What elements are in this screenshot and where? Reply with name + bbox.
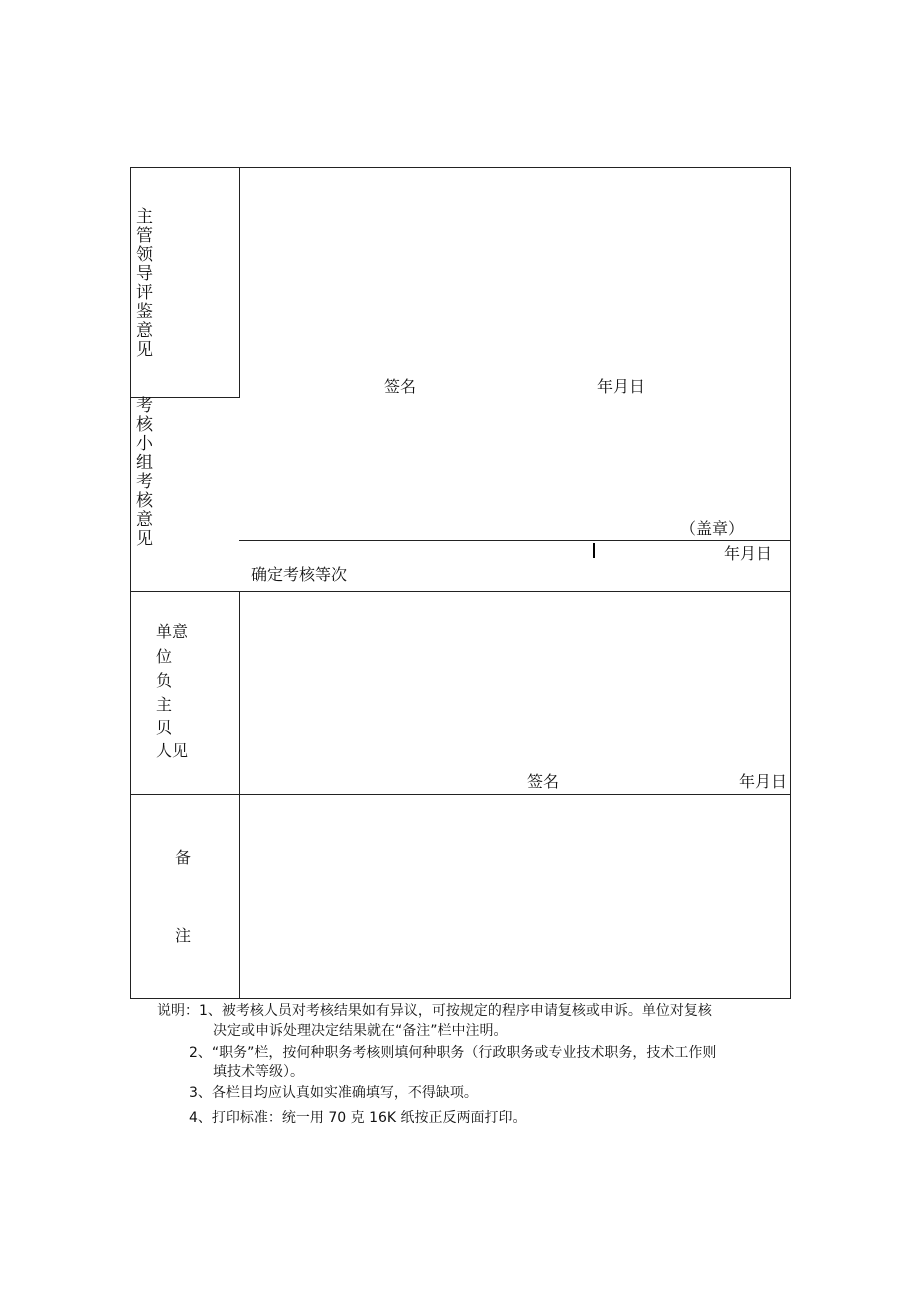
group-date-label: 年月日 xyxy=(724,544,773,563)
seal-label: （盖章） xyxy=(680,519,745,538)
group-opinion-label: 考核小组考核意见 xyxy=(136,396,153,549)
note-2-continued: 填技术等级）。 xyxy=(213,1064,304,1080)
unit-date-label: 年月日 xyxy=(739,772,788,791)
section1-bottom-border xyxy=(130,591,791,592)
note-4: 4、打印标准：统一用 70 克 16K 纸按正反两面打印。 xyxy=(189,1110,527,1126)
unit-sign-label: 签名 xyxy=(527,772,560,791)
unit-label-line-3: 负 xyxy=(156,671,173,690)
unit-label-line-2: 位 xyxy=(156,647,173,666)
supervisor-opinion-label: 主管领导评鉴意见 xyxy=(136,207,153,360)
unit-label-line-4: 主 xyxy=(156,695,173,714)
note-3: 3、各栏目均应认真如实准确填写，不得缺项。 xyxy=(189,1085,478,1101)
text-cursor xyxy=(593,543,595,558)
group-date-divider xyxy=(239,540,791,541)
grade-label: 确定考核等次 xyxy=(251,565,348,584)
remarks-label-2: 注 xyxy=(175,926,192,945)
table-bottom-border xyxy=(130,998,791,999)
remarks-label-1: 备 xyxy=(175,848,192,867)
supervisor-sign-label: 签名 xyxy=(384,377,417,396)
note-1-continued: 决定或申诉处理决定结果就在“备注”栏中注明。 xyxy=(213,1023,508,1039)
supervisor-date-label: 年月日 xyxy=(597,377,646,396)
unit-label-right-border xyxy=(239,591,240,999)
note-1: 说明：1、被考核人员对考核结果如有异议，可按规定的程序申请复核或申诉。单位对复核 xyxy=(157,1003,712,1019)
table-right-border xyxy=(790,167,791,999)
unit-label-line-1: 单意 xyxy=(156,622,189,641)
note-2: 2、“职务”栏，按何种职务考核则填何种职务（行政职务或专业技术职务，技术工作则 xyxy=(189,1045,717,1061)
table-top-border xyxy=(130,167,791,168)
unit-label-line-5: 贝 xyxy=(156,718,173,737)
unit-label-line-6: 人见 xyxy=(156,741,189,760)
section2-bottom-border xyxy=(130,794,791,795)
supervisor-label-right-border xyxy=(239,167,240,398)
table-left-border xyxy=(130,167,131,999)
